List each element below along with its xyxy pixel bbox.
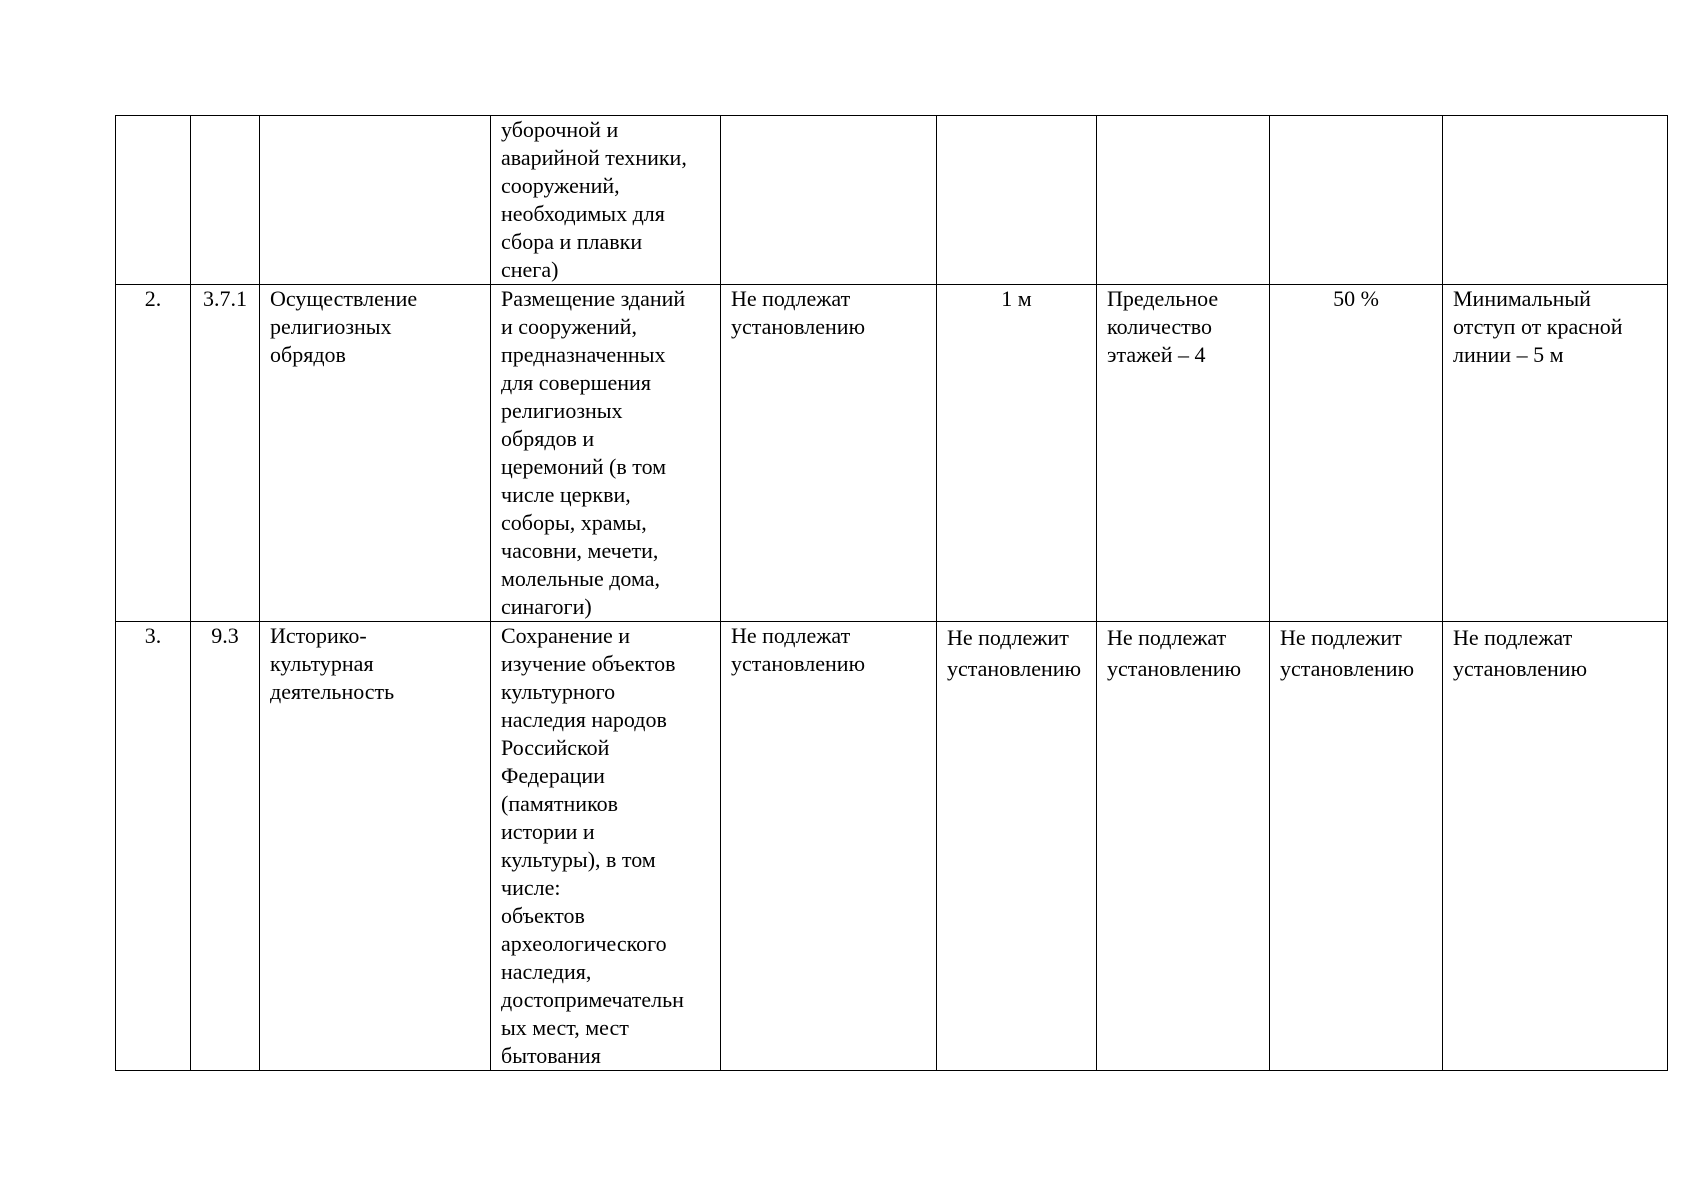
row-number: 3. <box>144 623 162 648</box>
parameter-cell <box>1443 116 1668 285</box>
parameter-cell <box>1270 622 1443 1071</box>
parameter-cell <box>937 116 1097 285</box>
use-description-cell <box>491 116 721 285</box>
use-code: 3.7.1 <box>203 286 247 311</box>
min-setback-text: 1 м <box>1001 286 1032 311</box>
regulations-table <box>115 115 1668 1071</box>
other-params-text: Не подлежат установлению <box>1453 625 1588 681</box>
parameter-cell <box>1270 285 1443 622</box>
parameter-cell <box>937 622 1097 1071</box>
parameter-cell <box>937 285 1097 622</box>
use-name: Осуществление религиозных обрядов <box>270 286 418 367</box>
parameter-cell <box>1097 285 1270 622</box>
min-setback-text: Не подлежит установлению <box>947 625 1082 681</box>
parameter-cell <box>721 116 937 285</box>
table-row <box>116 622 1668 1071</box>
plot-size-text: Не подлежат установлению <box>731 623 866 676</box>
max-floors-text: Предельное количество этажей – 4 <box>1107 286 1219 367</box>
build-percentage-text: Не подлежит установлению <box>1280 625 1415 681</box>
use-name: Историко- культурная деятельность <box>270 623 395 704</box>
use-description-text: Сохранение и изучение объектов культурного наследия народов Российской Федерации (памятников истории и культуры), в том числе: объектов археологического наследия, достопримечательн ых мест, мест бытования <box>501 623 684 1068</box>
parameter-cell <box>1097 622 1270 1071</box>
use-code-cell <box>191 285 260 622</box>
use-description-text: Размещение зданий и сооружений, предназначенных для совершения религиозных обрядов и церемоний (в том числе церкви, соборы, храмы, часовни, мечети, молельные дома, синагоги) <box>501 286 686 619</box>
row-number: 2. <box>144 286 162 311</box>
other-params-text: Минимальный отступ от красной линии – 5 м <box>1453 286 1623 367</box>
table-row <box>116 285 1668 622</box>
parameter-cell <box>721 622 937 1071</box>
use-code-cell <box>191 622 260 1071</box>
row-number-cell <box>116 285 191 622</box>
use-description-text: уборочной и аварийной техники, сооружений, необходимых для сбора и плавки снега) <box>501 117 687 282</box>
parameter-cell <box>1443 285 1668 622</box>
table-row <box>116 116 1668 285</box>
use-description-cell <box>491 285 721 622</box>
row-number-cell <box>116 116 191 285</box>
max-floors-text: Не подлежат установлению <box>1107 625 1242 681</box>
parameter-cell <box>1443 622 1668 1071</box>
parameter-cell <box>721 285 937 622</box>
plot-size-text: Не подлежат установлению <box>731 286 866 339</box>
use-name-cell <box>260 285 491 622</box>
parameter-cell <box>1270 116 1443 285</box>
build-percentage-text: 50 % <box>1333 286 1379 311</box>
use-code-cell <box>191 116 260 285</box>
use-name-cell <box>260 116 491 285</box>
use-description-cell <box>491 622 721 1071</box>
row-number-cell <box>116 622 191 1071</box>
use-name-cell <box>260 622 491 1071</box>
parameter-cell <box>1097 116 1270 285</box>
use-code: 9.3 <box>211 623 239 648</box>
